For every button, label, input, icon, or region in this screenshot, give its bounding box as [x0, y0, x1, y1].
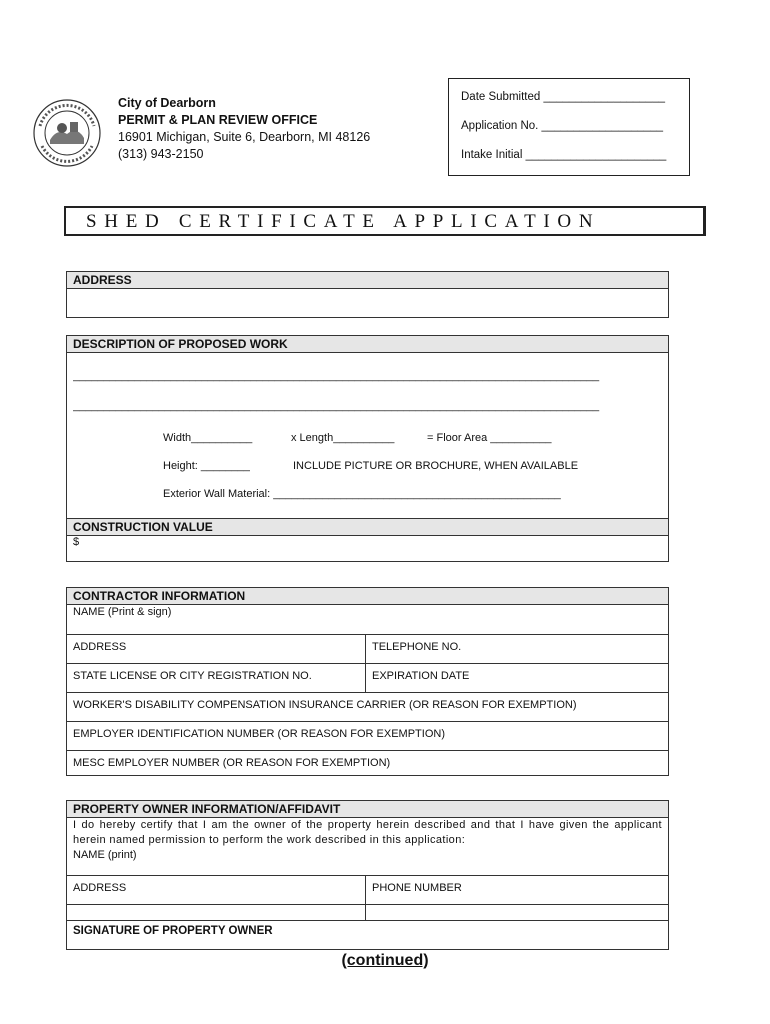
employer-id-field[interactable]: EMPLOYER IDENTIFICATION NUMBER (OR REASON FOR EXEMPTION): [67, 721, 668, 750]
department-name: PERMIT & PLAN REVIEW OFFICE: [118, 113, 318, 127]
owner-address-field[interactable]: ADDRESS: [67, 876, 366, 904]
owner-section-header: PROPERTY OWNER INFORMATION/AFFIDAVIT: [67, 801, 668, 818]
mesc-field[interactable]: MESC EMPLOYER NUMBER (OR REASON FOR EXEMPTION): [67, 750, 668, 778]
application-no-field[interactable]: Application No. ___________________: [461, 120, 664, 132]
expiration-field[interactable]: EXPIRATION DATE: [372, 670, 470, 682]
city-name: City of Dearborn: [118, 96, 216, 110]
floor-area-field[interactable]: = Floor Area __________: [427, 432, 552, 444]
owner-blank-row: [67, 904, 668, 920]
owner-signature-field[interactable]: SIGNATURE OF PROPERTY OWNER: [67, 920, 668, 947]
address-input[interactable]: [67, 289, 668, 317]
city-seal-logo: [32, 98, 102, 168]
height-field[interactable]: Height: ________: [163, 460, 250, 472]
address-section-header: ADDRESS: [67, 272, 668, 289]
width-field[interactable]: Width__________: [163, 432, 253, 444]
form-title: SHED CERTIFICATE APPLICATION: [64, 206, 706, 236]
description-section-header: DESCRIPTION OF PROPOSED WORK: [67, 336, 668, 353]
wall-material-field[interactable]: Exterior Wall Material: _______________________________________________: [163, 488, 561, 500]
date-submitted-field[interactable]: Date Submitted ___________________: [461, 91, 665, 103]
construction-value-section: [66, 518, 669, 562]
contractor-address-field[interactable]: ADDRESS: [67, 635, 366, 663]
owner-section: [66, 800, 669, 950]
owner-address-row: [67, 875, 668, 904]
construction-value-header: CONSTRUCTION VALUE: [67, 519, 668, 536]
description-line-1[interactable]: ______________________________________________________________________________________: [73, 370, 600, 382]
construction-value-field[interactable]: $: [73, 536, 80, 548]
intake-box: [448, 78, 690, 176]
owner-name-field[interactable]: NAME (print): [73, 849, 137, 861]
intake-initial-field[interactable]: Intake Initial ______________________: [461, 149, 667, 161]
workers-comp-field[interactable]: WORKER'S DISABILITY COMPENSATION INSURANCE CARRIER (OR REASON FOR EXEMPTION): [67, 692, 668, 721]
affidavit-text: I do hereby certify that I am the owner of the property herein described and that I have given the applicant herein named permission to perform the work described in this application:: [73, 819, 662, 846]
description-line-2[interactable]: ______________________________________________________________________________________: [73, 400, 600, 412]
description-section: [66, 335, 669, 519]
contractor-name-field[interactable]: NAME (Print & sign): [73, 606, 172, 618]
continued-label: (continued): [341, 952, 429, 969]
contractor-license-row: [67, 663, 668, 692]
owner-phone-field[interactable]: PHONE NUMBER: [372, 882, 462, 894]
address-section: [66, 271, 669, 318]
owner-blank-cell-2[interactable]: [366, 905, 668, 920]
office-address: 16901 Michigan, Suite 6, Dearborn, MI 48126: [118, 130, 371, 144]
contractor-telephone-field[interactable]: TELEPHONE NO.: [372, 641, 462, 653]
office-phone: (313) 943-2150: [118, 147, 204, 161]
license-field[interactable]: STATE LICENSE OR CITY REGISTRATION NO.: [67, 664, 366, 692]
picture-note: INCLUDE PICTURE OR BROCHURE, WHEN AVAILABLE: [293, 460, 579, 472]
contractor-section-header: CONTRACTOR INFORMATION: [67, 588, 668, 605]
office-header: [118, 95, 370, 163]
length-field[interactable]: x Length__________: [291, 432, 395, 444]
owner-blank-cell-1[interactable]: [67, 905, 366, 920]
contractor-address-row: [67, 634, 668, 663]
contractor-section: [66, 587, 669, 776]
